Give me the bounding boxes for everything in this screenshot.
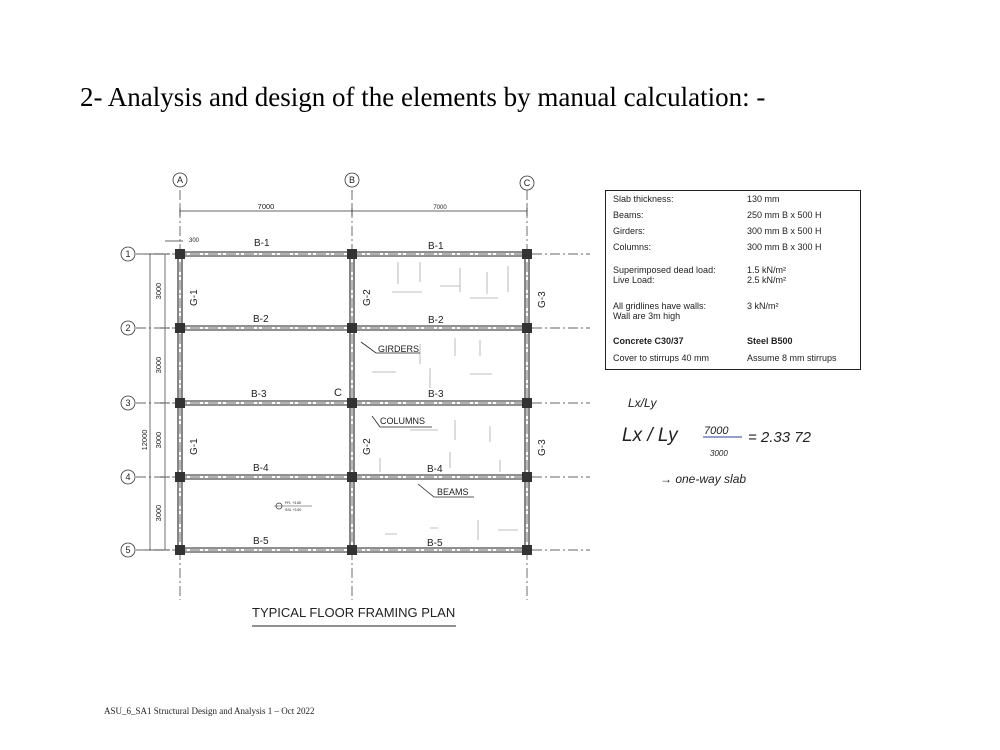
spec-row: Girders: 300 mm B x 500 H: [613, 226, 822, 236]
beam-label: B-2: [428, 315, 444, 326]
beam-label: B-3: [251, 389, 267, 400]
girder-label: G-2: [362, 438, 373, 455]
page-footer: ASU_6_SA1 Structural Design and Analysis 1 – Oct 2022: [104, 706, 315, 716]
girder-label: G-3: [537, 291, 548, 308]
spec-table: [605, 190, 861, 370]
spec-row: Beams: 250 mm B x 500 H: [613, 210, 822, 220]
spec-row: Live Load: 2.5 kN/m²: [613, 275, 787, 285]
beam-label: B-3: [428, 389, 444, 400]
spec-row: Slab thickness: 130 mm: [613, 194, 780, 204]
svg-text:3000: 3000: [710, 449, 728, 458]
column-mark: C: [334, 387, 342, 399]
spec-row: Wall are 3m high: [613, 311, 681, 321]
grid-bubble-a: A: [176, 175, 184, 185]
grid-bubble-1: 1: [125, 249, 131, 259]
svg-text:FFL +3.65: FFL +3.65: [285, 501, 301, 505]
grid-bubble-c: C: [523, 178, 531, 188]
girder-label: G-1: [189, 289, 200, 306]
girder-label: G-2: [362, 289, 373, 306]
svg-text:7000: 7000: [704, 425, 729, 437]
grid-bubble-3: 3: [125, 398, 131, 408]
beam-label: B-5: [253, 536, 269, 547]
grid-bubble-2: 2: [125, 323, 131, 333]
page-heading: 2- Analysis and design of the elements by manual calculation: -: [80, 82, 766, 112]
beam-label: B-1: [428, 241, 444, 252]
beam-label: B-5: [427, 538, 443, 549]
callout-beams: BEAMS: [437, 487, 469, 497]
callout-girders: GIRDERS: [378, 344, 420, 354]
callout-columns: COLUMNS: [380, 416, 426, 426]
grid-bubble-5: 5: [125, 545, 131, 555]
plan-title: TYPICAL FLOOR FRAMING PLAN: [252, 605, 456, 620]
spec-row: Cover to stirrups 40 mm Assume 8 mm stirrups: [613, 353, 837, 363]
grid-bubble-4: 4: [125, 472, 131, 482]
beam-label: B-4: [427, 464, 443, 475]
dim-total: 12000: [140, 429, 149, 451]
handwritten-notes: [622, 396, 812, 486]
girder-label: G-3: [537, 439, 548, 456]
dim-bay-12: 3000: [154, 282, 163, 300]
svg-text:SSL +3.50: SSL +3.50: [285, 508, 302, 512]
dim-bay-23: 3000: [154, 356, 163, 374]
svg-text:Lx/Ly: Lx/Ly: [628, 396, 657, 410]
girder-label: G-1: [189, 438, 200, 455]
dim-bay-bc: 7000: [433, 205, 447, 211]
dim-bay-ab: 7000: [257, 202, 275, 211]
svg-text:→ one-way slab: → one-way slab: [660, 472, 747, 486]
dim-bay-34: 3000: [154, 431, 163, 449]
spec-row: Superimposed dead load: 1.5 kN/m²: [613, 265, 787, 275]
spec-row: All gridlines have walls: 3 kN/m²: [613, 301, 779, 311]
dim-offset: 300: [188, 238, 200, 244]
grid-bubble-b: B: [348, 175, 356, 185]
beam-label: B-2: [253, 314, 269, 325]
beam-label: B-4: [253, 463, 269, 474]
beam-label: B-1: [254, 238, 270, 249]
dim-bay-45: 3000: [154, 504, 163, 522]
level-marker: [274, 501, 312, 512]
svg-text:= 2.33 72: = 2.33 72: [748, 429, 811, 446]
spec-row: Concrete C30/37 Steel B500: [613, 336, 793, 346]
spec-row: Columns: 300 mm B x 300 H: [613, 242, 822, 252]
svg-text:Lx / Ly: Lx / Ly: [622, 425, 678, 446]
